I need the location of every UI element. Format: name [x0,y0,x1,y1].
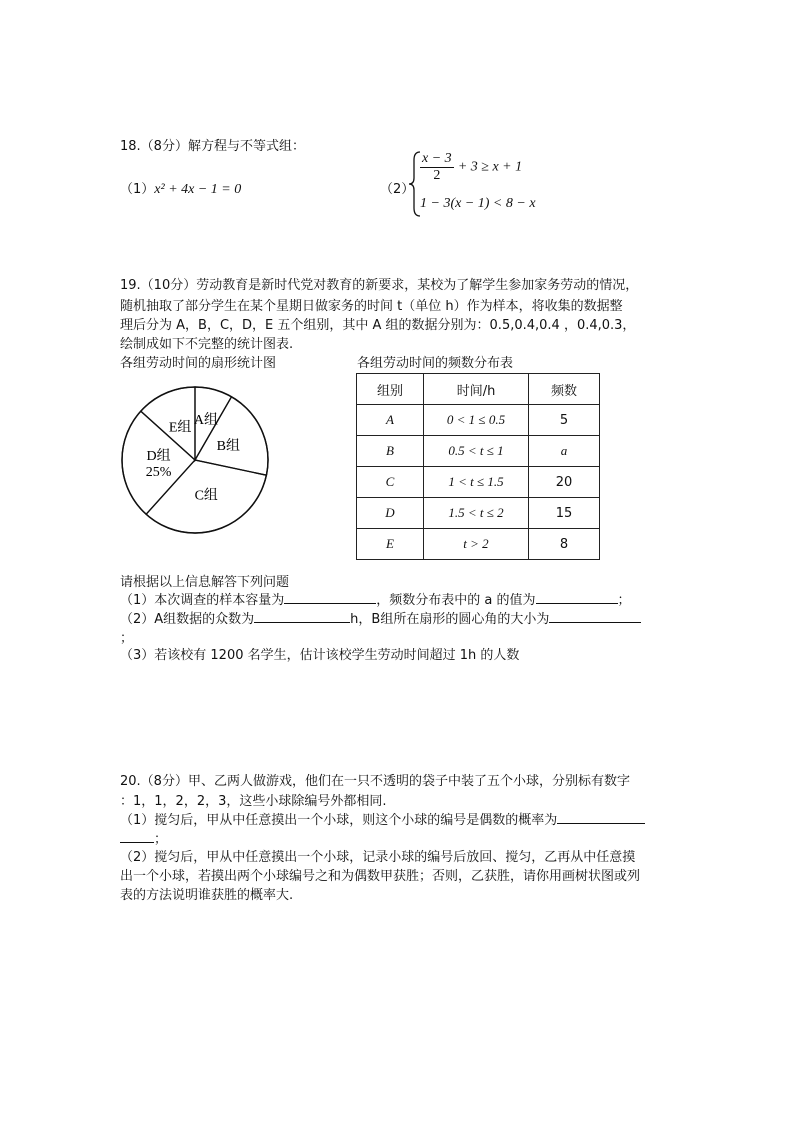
q20-sub1-text: （1）搅匀后，甲从中任意摸出一个小球，则这个小球的编号是偶数的概率为 [120,813,558,828]
answer-blank[interactable] [284,592,376,604]
q19-line1: 19.（10分）劳动教育是新时代党对教育的新要求，某校为了解学生参加家务劳动的情况， [120,278,639,293]
q19-sub2 [120,608,641,627]
header-frequency: 频数 [529,374,600,405]
q18-part1 [120,178,241,198]
fraction-numerator: x − 3 [422,151,452,166]
group-cell: A [357,405,424,436]
sub1-text-a: （1）本次调查的样本容量为 [120,593,285,608]
pie-label: D组 [146,448,171,464]
time-cell: 0.5 < t ≤ 1 [424,436,529,467]
q20-line4-end: ； [154,832,168,847]
table-row [357,436,600,467]
sub1-text-b: ，频数分布表中的 a 的值为 [376,593,536,608]
header-group: 组别 [357,374,424,405]
pie-label: B组 [216,439,241,455]
q20-line2: ：1，1，2，2，3，这些小球除编号外都相同. [120,794,387,809]
header-time: 时间/h [424,374,529,405]
q18-part1-equation: x² + 4x − 1 = 0 [154,182,242,197]
time-cell: 1 < t ≤ 1.5 [424,467,529,498]
q18-system-line1-rest: + 3 ≥ x + 1 [457,159,523,175]
frequency-cell: 5 [529,405,600,436]
q19-sub1 [120,589,631,608]
table-row [357,467,600,498]
frequency-table [356,373,600,560]
fraction-denominator: 2 [433,168,441,183]
frequency-cell: 20 [529,467,600,498]
pie-chart [115,380,275,540]
table-header-row [357,374,600,405]
q20-line7: 表的方法说明谁获胜的概率大. [120,888,294,903]
q18-part2-label: （2） [380,182,415,197]
q20-line4 [120,828,167,847]
table-row [357,498,600,529]
q20-line3 [120,809,645,828]
q20-line5: （2）搅匀后，甲从中任意摸出一个小球，记录小球的编号后放回、搅匀，乙再从中任意摸 [120,850,636,865]
q18-fraction [420,151,454,184]
pie-label: C组 [194,488,218,504]
table-row [357,405,600,436]
sub2-end: ； [120,631,134,646]
group-cell: B [357,436,424,467]
group-cell: E [357,529,424,560]
answer-blank[interactable] [536,592,618,604]
q19-line4: 绘制成如下不完整的统计图表. [120,337,294,352]
q18-part1-label: （1） [120,182,155,197]
q20-line6: 出一个小球，若摸出两个小球编号之和为偶数甲获胜；否则，乙获胜，请你用画树状图或列 [120,869,641,884]
pie-label: A组 [193,413,219,429]
frequency-cell: 8 [529,529,600,560]
q19-line2: 随机抽取了部分学生在某个星期日做家务的时间 t（单位 h）作为样本，将收集的数据整 [120,299,623,314]
answer-blank[interactable] [557,812,645,824]
sub2-text-a: （2）A组数据的众数为 [120,612,255,627]
q19-prompt: 请根据以上信息解答下列问题 [120,575,290,590]
group-cell: D [357,498,424,529]
sub2-text-b: h，B组所在扇形的圆心角的大小为 [350,612,550,627]
time-cell: 0 < 1 ≤ 0.5 [424,405,529,436]
pie-label: E组 [168,420,192,436]
sub1-text-c: ； [617,593,631,608]
pie-title: 各组劳动时间的扇形统计图 [120,356,277,371]
q19-line3: 理后分为 A，B，C，D，E 五个组别，其中 A 组的数据分别为：0.5,0.4,0.4 ，0.4,0.3， [120,318,636,333]
q18-system-line2: 1 − 3(x − 1) < 8 − x [420,196,536,211]
frequency-cell: a [529,436,600,467]
frequency-cell: 15 [529,498,600,529]
q20-line1: 20.（8分）甲、乙两人做游戏，他们在一只不透明的袋子中装了五个小球，分别标有数字 [120,774,630,789]
answer-blank[interactable] [254,611,350,623]
table-title: 各组劳动时间的频数分布表 [357,356,514,371]
time-cell: t > 2 [424,529,529,560]
time-cell: 1.5 < t ≤ 2 [424,498,529,529]
table-row [357,529,600,560]
pie-percent-label: 25% [145,464,172,480]
q18-heading: 18.（8分）解方程与不等式组： [120,139,305,154]
group-cell: C [357,467,424,498]
answer-blank[interactable] [120,831,154,843]
q18-system-line1 [420,151,522,184]
answer-blank[interactable] [549,611,641,623]
q19-sub3: （3）若该校有 1200 名学生，估计该校学生劳动时间超过 1h 的人数 [120,648,520,663]
